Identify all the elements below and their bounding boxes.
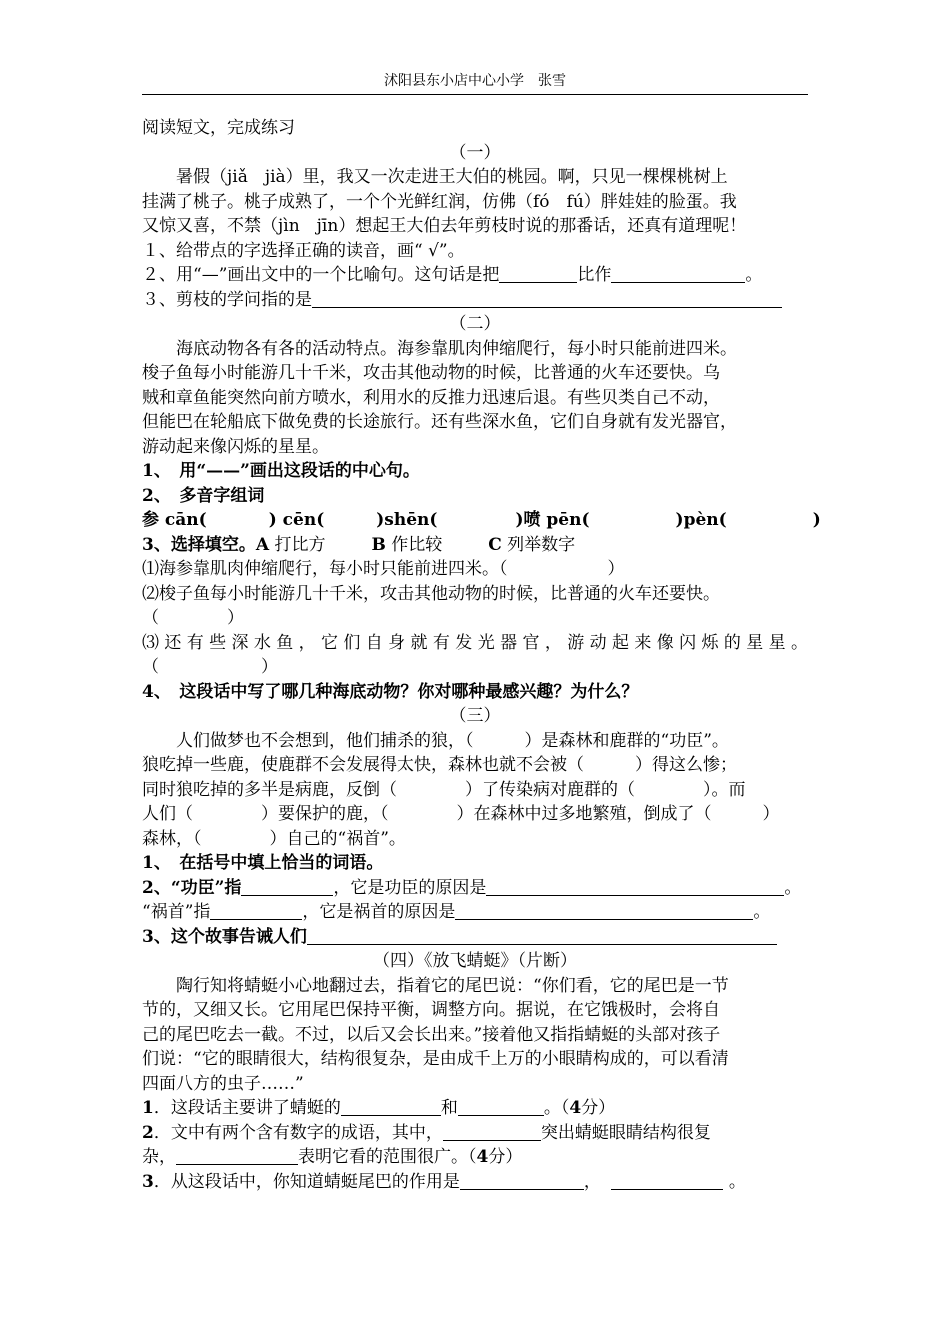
sentence-1-paren: ） [607, 559, 625, 579]
sentence-3-answer[interactable]: （ ） [142, 657, 278, 677]
answer-blank[interactable] [611, 1171, 723, 1190]
sentence-3: ⑶还有些深水鱼，它们自身就有发光器官，游动起来像闪烁的星星。 [142, 632, 808, 653]
worksheet-title: 阅读短文，完成练习 [142, 118, 295, 138]
answer-blank[interactable] [458, 1097, 544, 1116]
q1-text-d: 分） [581, 1098, 616, 1118]
section-4-question-2 [142, 1121, 808, 1146]
section-4-question-3 [142, 1170, 808, 1195]
section-2-line-5: 游动起来像闪烁的星星。 [142, 436, 329, 457]
q1-text-b: 和 [440, 1098, 458, 1118]
section-3-question-2b [142, 900, 808, 925]
section-3-line-5: 森林，（ ）自己的“祸首”。 [142, 828, 406, 849]
section-2-line-1: 海底动物各有各的活动特点。海参靠肌肉伸缩爬行，每小时只能前进四米。 [176, 338, 737, 359]
section-4-heading: （四）《放飞蜻蜓》（片断） [373, 951, 577, 971]
section-4-line-5: 四面八方的虫子……” [142, 1073, 304, 1094]
q2-huoshou-label: “祸首”指 [142, 902, 211, 922]
answer-blank[interactable] [210, 901, 302, 920]
polyphone-row [142, 508, 821, 533]
q3-text-c: 。 [728, 1171, 746, 1192]
q3-label: 3、选择填空。 [142, 534, 256, 555]
page-header: 沭阳县东小店中心小学 张雪 [142, 70, 808, 95]
answer-blank[interactable] [443, 1122, 541, 1141]
answer-blank[interactable] [312, 289, 782, 308]
q3-text: 3、这个故事告诫人们 [142, 926, 307, 947]
section-2-line-4: 但能巴在轮船底下做免费的长途旅行。还有些深水鱼，它们自身就有发光器官， [142, 412, 737, 432]
q2-text-a: ２、用“—”画出文中的一个比喻句。这句话是把 [142, 265, 500, 285]
answer-blank[interactable] [341, 1097, 441, 1116]
q1-text-a: ．这段话主要讲了蜻蜓的 [153, 1098, 341, 1118]
section-3-question-3 [142, 925, 808, 950]
section-2-question-2: 2、 多音字组词 [142, 485, 265, 506]
answer-blank[interactable] [176, 1146, 298, 1165]
q2-text-a: ．文中有两个含有数字的成语，其中， [153, 1122, 443, 1143]
section-2-line-3: 贼和章鱼能突然向前方喷水，利用水的反推力迅速后退。有些贝类自己不动， [142, 387, 720, 408]
section-2-question-3 [142, 533, 808, 558]
answer-blank[interactable] [486, 877, 784, 896]
section-4-line-2: 节的，又细又长。它用尾巴保持平衡，调整方向。据说，在它饿极时，会将自 [142, 1000, 720, 1020]
q2-text-b: 突出蜻蜓眼睛结构很复 [540, 1122, 711, 1143]
worksheet [142, 116, 821, 1194]
section-2-line-2: 梭子鱼每小时能游几十千米，攻击其他动物的时候，比普通的火车还要快。乌 [142, 363, 720, 383]
section-4-question-2b [142, 1145, 808, 1170]
section-3-line-2: 狼吃掉一些鹿，使鹿群不会发展得太快，森林也就不会被（ ）得这么惨； [142, 755, 737, 775]
answer-blank[interactable] [241, 877, 333, 896]
answer-blank[interactable] [460, 1171, 584, 1190]
section-1-heading: （一） [449, 142, 501, 163]
q1-score: 4 [569, 1098, 582, 1118]
q2-score: 4 [476, 1147, 489, 1167]
q2-gongchen-reason: ，它是功臣的原因是 [333, 877, 487, 898]
section-1-question-3 [142, 288, 808, 313]
q2-text-c: 杂， [142, 1147, 176, 1167]
q3-text-b: ， [583, 1171, 601, 1192]
polyphone-can: 参 cān( [142, 510, 207, 530]
q2-period: 。 [784, 877, 802, 898]
section-1-line-2: 挂满了桃子。桃子成熟了，一个个光鲜红润，仿佛（fó fú）胖娃娃的脸蛋。我 [142, 191, 737, 212]
sentence-2: ⑵梭子鱼每小时能游几十千米，攻击其他动物的时候，比普通的火车还要快。 [142, 583, 720, 604]
section-2-question-4: 4、 这段话中写了哪几种海底动物？你对哪种最感兴趣？为什么？ [142, 681, 639, 702]
option-a: 打比方 [274, 534, 326, 555]
q3-text-a: ．从这段话中，你知道蜻蜓尾巴的作用是 [153, 1171, 460, 1192]
polyphone-pen1: )喷 pēn( [515, 510, 590, 530]
q2-text-d: 表明它看的范围很广。（ [298, 1147, 477, 1167]
option-b: 作比较 [391, 534, 443, 555]
q2-number: 2 [142, 1122, 154, 1143]
section-3-question-1: 1、 在括号中填上恰当的词语。 [142, 853, 384, 873]
sentence-1 [142, 557, 808, 582]
option-c: 列举数字 [507, 534, 576, 555]
section-3-line-4: 人们（ ）要保护的鹿，（ ）在森林中过多地繁殖，倒成了（ ） [142, 804, 780, 824]
polyphone-cen: ) cēn( [268, 510, 325, 530]
section-2-question-1: 1、 用“——”画出这段话的中心句。 [142, 461, 420, 481]
section-3-line-3: 同时狼吃掉的多半是病鹿，反倒（ ）了传染病对鹿群的（ ）。而 [142, 779, 746, 800]
section-4-question-1 [142, 1096, 808, 1121]
section-3-question-2 [142, 876, 808, 901]
section-1-line-1: 暑假（jiǎ jià）里，我又一次走进王大伯的桃园。啊，只见一棵棵桃树上 [176, 167, 728, 187]
sentence-1-text: ⑴海参靠肌肉伸缩爬行，每小时只能前进四米。（ [142, 559, 508, 579]
section-2-heading: （二） [449, 314, 501, 334]
q2-gongchen-label: 2、“功臣”指 [142, 877, 242, 898]
q1-number: 1 [142, 1098, 154, 1118]
section-3-heading: （三） [449, 706, 501, 726]
polyphone-pen4: )pèn( [675, 510, 727, 530]
answer-blank[interactable] [611, 264, 745, 283]
polyphone-shen: )shēn( [376, 510, 438, 530]
section-1-question-2 [142, 263, 808, 288]
section-4-line-4: 们说：“它的眼睛很大，结构很复杂，是由成千上万的小眼睛构成的，可以看清 [142, 1049, 729, 1069]
option-c-letter: C [488, 534, 502, 555]
section-1-line-3: 又惊又喜，不禁（jìn jīn）想起王大伯去年剪枝时说的那番话，还真有道理呢！ [142, 216, 747, 236]
section-4-line-3: 己的尾巴吃去一截。不过，以后又会长出来。”接着他又指指蜻蜓的头部对孩子 [142, 1024, 721, 1045]
q3-number: 3 [142, 1171, 154, 1192]
answer-blank[interactable] [455, 901, 753, 920]
section-4-line-1: 陶行知将蜻蜓小心地翻过去，指着它的尾巴说：“你们看，它的尾巴是一节 [176, 975, 729, 996]
q2-text-b: 比作 [577, 265, 612, 285]
section-3-line-1: 人们做梦也不会想到，他们捕杀的狼，（ ）是森林和鹿群的“功臣”。 [176, 730, 729, 751]
q1-text-c: 。（ [543, 1098, 570, 1118]
polyphone-close: ) [812, 510, 821, 530]
answer-blank[interactable] [307, 926, 777, 945]
section-1-question-1: １、给带点的字选择正确的读音，画“ √”。 [142, 240, 465, 261]
q2-text-e: 分） [488, 1147, 523, 1167]
q3-text: ３、剪枝的学问指的是 [142, 289, 312, 310]
sentence-2-answer[interactable]: （ ） [142, 608, 244, 628]
option-a-letter: A [255, 534, 270, 555]
q2-huoshou-reason: ，它是祸首的原因是 [302, 902, 456, 922]
option-b-letter: B [371, 534, 386, 555]
q2-text-c: 。 [745, 265, 763, 285]
q2-period: 。 [753, 902, 771, 922]
answer-blank[interactable] [499, 264, 577, 283]
